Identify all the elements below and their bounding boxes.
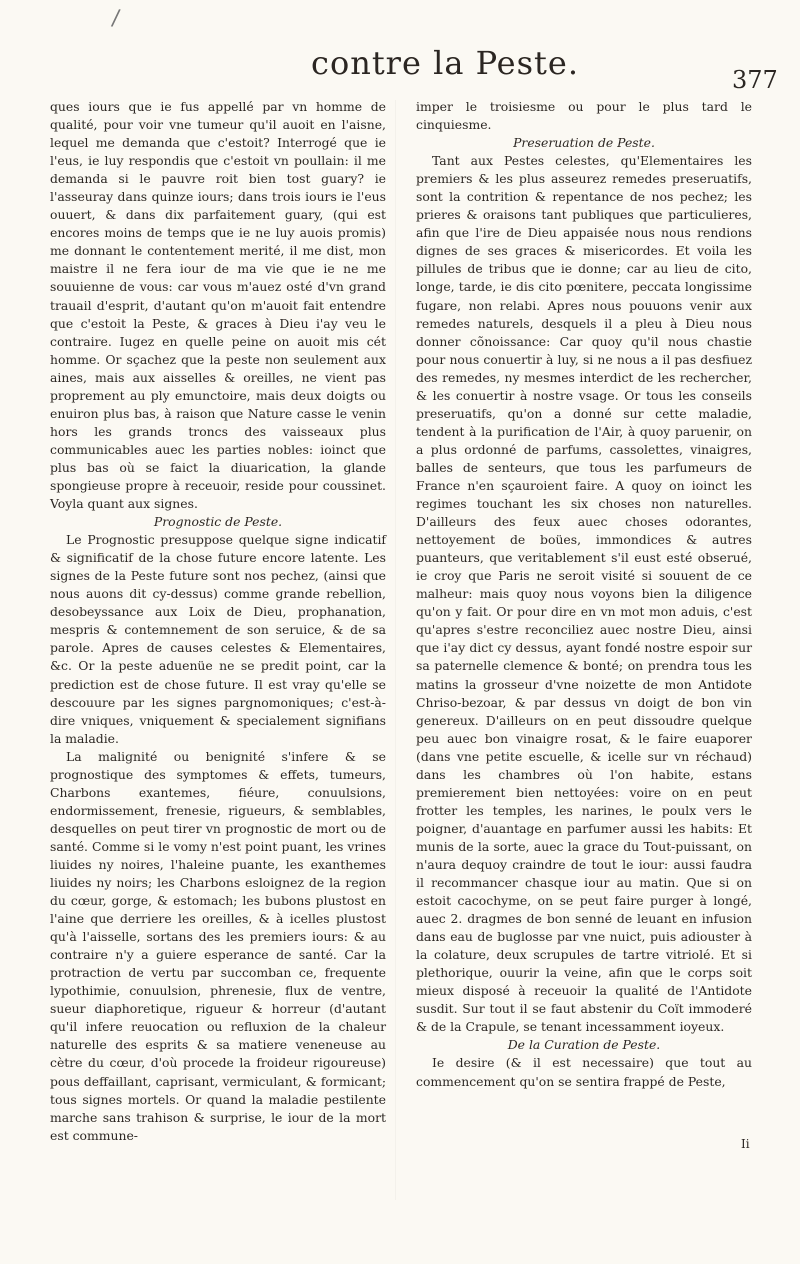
corner-mark: / [110,5,122,32]
right-column [416,98,752,1091]
running-head [0,44,800,82]
section-heading-prognostic: Prognostic de Peste. [153,514,283,530]
section-heading-preservation: Preseruation de Peste. [513,135,655,151]
signature-mark: Ii [741,1137,750,1151]
right-paragraph-1: imper le troisiesme ou pour le plus tard le cinquiesme. [416,99,752,133]
page-number: 377 [732,66,778,94]
right-paragraph-3: Ie desire (& il est necessaire) que tout au commencement qu'on se sentira frappé de Peste, [416,1055,752,1089]
right-paragraph-2: Tant aux Pestes celestes, qu'Elementaires les premiers & les plus asseurez remedes preseruatifs, sont la contrition & repentance de nos pechez; les prieres & oraisons tant publiques que particulieres, afin que l'ire de Dieu appaisée nous nous rendions dignes de ses graces & misericordes. Et voila les pillules de tribus que ie donne; car au lieu de cito, longe, tarde, ie dis cito pœnitere, peccata longissime fugare, non relabi. Apres nous pouuons venir aux remedes naturels, desquels il a pleu à Dieu nous donner cõnoissance: Car quoy qu'il nous chastie pour nous conuertir à luy, si ne nous a il pas desfiuez des remedes, ny mesmes interdict de les rechercher, & les conuertir à nostre vsage. Or tous les conseils preseruatifs, qu'on a donné sur cette maladie, tendent à la purification de l'Air, à quoy paruenir, on a plus ordonné de parfums, cassolettes, vinaigres, balles de senteurs, que tous les parfumeurs de France n'en sçauroient faire. A quoy on ioinct les regimes touchant les six choses non naturelles. D'ailleurs des feux auec choses odorantes, nettoyement de boües, immondices & autres puanteurs, que veritablement s'il eust esté obserué, ie croy que Paris ne seroit visité si souuent de ce malheur: mais quoy nous voyons bien la diligence qu'on y fait. Or pour dire en vn mot mon aduis, c'est qu'apres s'estre reconciliez auec nostre Dieu, ainsi que i'ay dict cy dessus, ayant fondé nostre espoir sur sa paternelle clemence & bonté; on prendra tous les matins la grosseur d'vne noizette de mon Antidote Chriso-bezoar, & par dessus vn doigt de bon vin genereux. D'ailleurs on en peut dissoudre quelque peu auec bon vinaigre rosat, & le faire euaporer (dans vne petite escuelle, & icelle sur vn réchaud) dans les chambres où l'on habite, estans premierement bien nettoyées: voire on en peut frotter les temples, les narines, le poulx vers le poigner, d'auantage en parfumer aussi les habits: Et munis de la sorte, auec la grace du Tout-puissant, on n'aura dequoy craindre de tout le iour: aussi faudra il recommancer chasque iour au matin. Que si on estoit cacochyme, on se peut faire purger à longé, auec 2. dragmes de bon senné de leuant en infusion dans eau de buglosse par vne nuict, puis adiouster à la colature, deux scrupules de tartre vitriolé. Et si plethorique, ouurir la veine, afin que le corps soit mieux disposé à receuoir la qualité de l'Antidote susdit. Sur tout il se faut abstenir du Coït immoderé & de la Crapule, se tenant incessamment ioyeux. [416,153,752,1035]
left-column [50,98,386,1145]
section-heading-curation: De la Curation de Peste. [507,1037,661,1053]
left-paragraph-1: ques iours que ie fus appellé par vn homme de qualité, pour voir vne tumeur qu'il auoit en l'aisne, lequel me demanda que c'estoit? Interrogé que ie l'eus, ie luy respondis que c'estoit vn poullain: il me demanda si le pauvre roit bien tost guary? ie l'asseuray dans quinze iours; dans trois iours ie l'eus ouuert, & dans dix parfaitement guary, (qui est encores moins de temps que ie ne luy auois promis) me donnant le contentement merité, il me dist, mon maistre il ne fera iour de ma vie que ie ne me souuienne de vous: car vous m'auez osté d'vn grand trauail d'esprit, d'autant qu'on m'auoit fait entendre que c'estoit la Peste, & graces à Dieu i'ay veu le contraire. Iugez en quelle peine on auoit mis cét homme. Or sçachez que la peste non seulement aux aines, mais aux aisselles & oreilles, ne vient pas proprement au ply emunctoire, mais deux doigts ou enuiron plus bas, à raison que Nature casse le venin hors les grands troncs des vaisseaux plus communicables auec les parties nobles: ioinct que plus bas où se faict la diuarication, la glande spongieuse propre à receuoir, reside pour coussinet. Voyla quant aux signes. [50,99,386,512]
left-paragraph-2: Le Prognostic presuppose quelque signe indicatif & significatif de la chose future encore latente. Les signes de la Peste future sont nos pechez, (ainsi que nous auons dit cy-dessus) comme grande rebellion, desobeyssance aux Loix de Dieu, prophanation, mespris & contemnement de son seruice, & de sa parole. Apres de causes celestes & Elementaires, &c. Or la peste aduenüe ne se predit point, car la prediction est de chose future. Il est vray qu'elle se descouure par les signes pargnomoniques; c'est-à-dire vniques, vniquement & specialement signifians la maladie. [50,532,386,746]
running-head-text: contre la Peste. [311,44,579,82]
left-paragraph-3: La malignité ou benignité s'infere & se prognostique des symptomes & effets, tumeurs, Charbons exantemes, fiéure, conuulsions, endormissement, frenesie, rigueurs, & semblables, desquelles on peut tirer vn prognostic de mort ou de santé. Comme si le vomy n'est point puant, les vrines liuides ny noires, l'haleine puante, les exanthemes liuides ny noirs; les Charbons esloignez de la region du cœur, gorge, & estomach; les bubons plustost en l'aine que derriere les oreilles, & à icelles plustost qu'à l'aisselle, sortans des les premiers iours: & au contraire n'y a guiere esperance de santé. Car la protraction de vertu par succomban ce, frequente lypothimie, conuulsion, phrenesie, flux de ventre, sueur diaphoretique, rigueur & horreur (d'autant qu'il infere reuocation ou refluxion de la chaleur naturelle des esprits & sa matiere veneneuse au cètre du cœur, d'où procede la froideur rigoureuse) pous deffaillant, caprisant, vermiculant, & formicant; tous signes mortels. Or quand la maladie pestilente marche sans trahison & surprise, le iour de la mort est commune- [50,748,386,1143]
column-gutter [395,100,396,1200]
